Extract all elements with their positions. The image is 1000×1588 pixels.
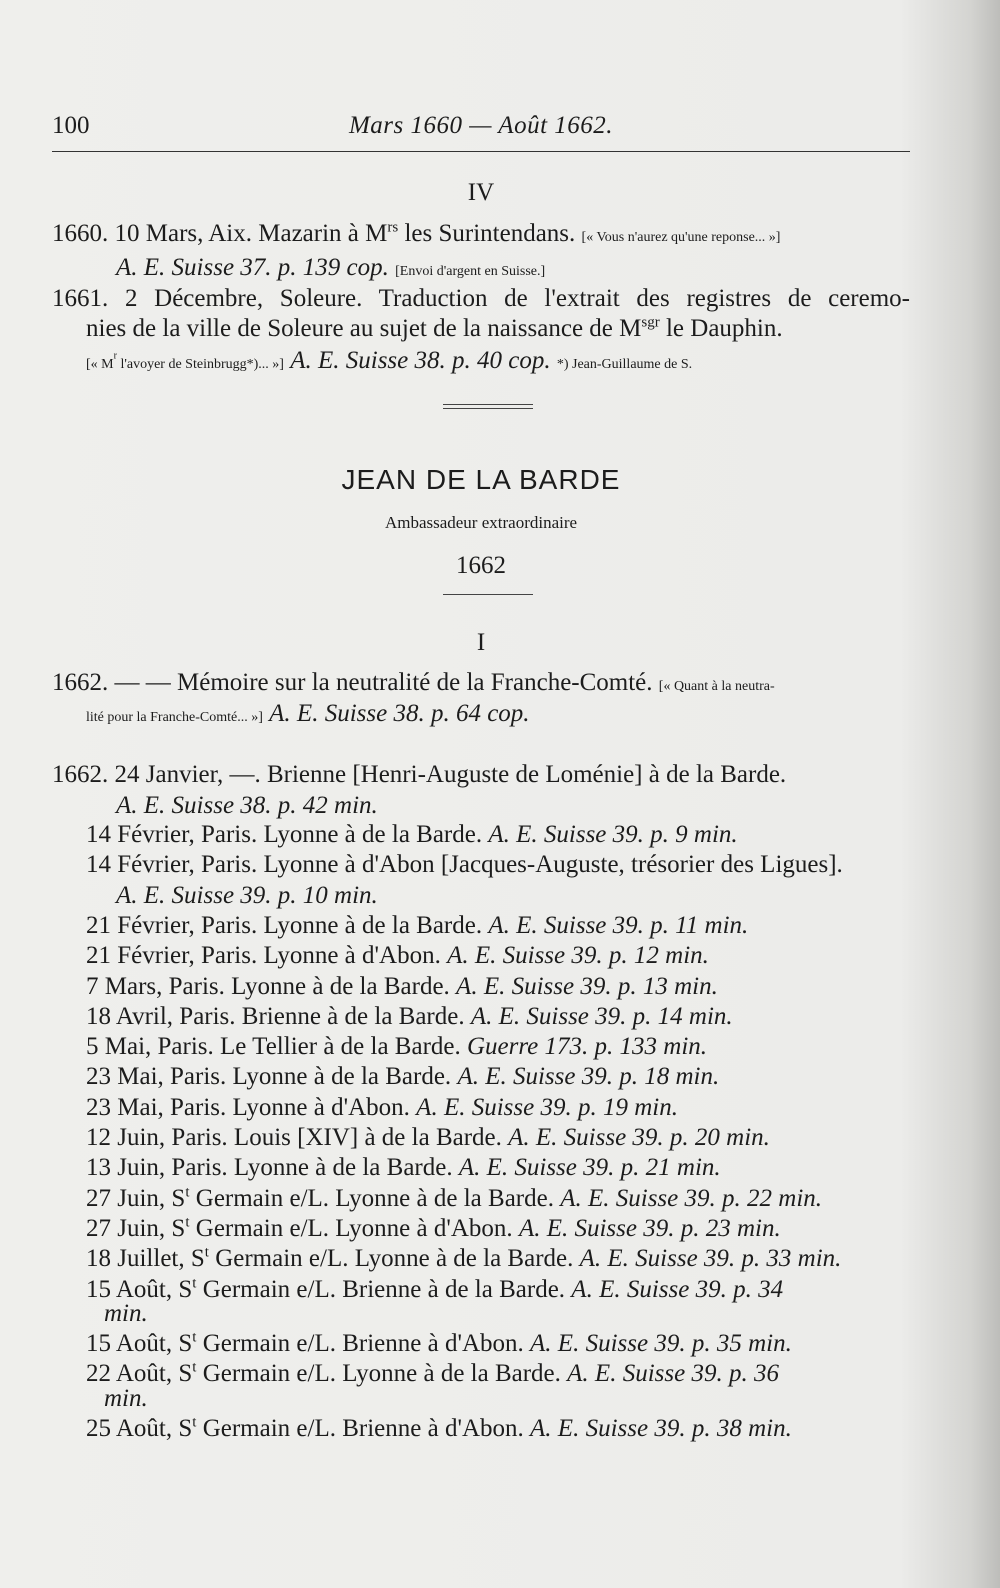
source-citation: A. E. Suisse 37. p. 139 cop. bbox=[116, 254, 389, 281]
entry-text: 21 Février, Paris. Lyonne à d'Abon. bbox=[86, 942, 441, 970]
entry-date: 25 Août, S bbox=[86, 1415, 193, 1442]
entry-text: 14 Février, Paris. Lyonne à d'Abon [Jacques-Auguste, trésorier des Ligues]. bbox=[86, 851, 843, 879]
entry-date: 18 Juillet, S bbox=[86, 1245, 205, 1273]
person-role: Ambassadeur extraordinaire bbox=[384, 513, 578, 532]
entry-line bbox=[86, 820, 910, 850]
entry-line bbox=[86, 1032, 910, 1062]
section-divider bbox=[443, 404, 533, 409]
entry-text: Germain e/L. Lyonne à de la Barde. bbox=[196, 1360, 561, 1388]
saint-abbrev: t bbox=[192, 1329, 197, 1346]
source-citation: A. E. Suisse 39. p. 38 min. bbox=[530, 1415, 792, 1442]
source-citation: A. E. Suisse 39. p. 22 min. bbox=[560, 1184, 823, 1212]
entry-line bbox=[86, 1123, 910, 1153]
entry-1660-line2 bbox=[116, 253, 910, 287]
saint-abbrev: t bbox=[185, 1184, 190, 1201]
source-citation: A. E. Suisse 39. p. 20 min. bbox=[508, 1124, 770, 1151]
source-citation: A. E. Suisse 39. p. 34 bbox=[571, 1275, 784, 1303]
entry-text: 21 Février, Paris. Lyonne à de la Barde. bbox=[86, 911, 483, 939]
year-heading: 1662 bbox=[456, 552, 506, 579]
entry-text: 18 Avril, Paris. Brienne à de la Barde. bbox=[86, 1002, 465, 1030]
source-citation: A. E. Suisse 39. p. 9 min. bbox=[488, 821, 738, 848]
entry-text: 23 Mai, Paris. Lyonne à de la Barde. bbox=[86, 1063, 452, 1091]
entry-text: 5 Mai, Paris. Le Tellier à de la Barde. bbox=[86, 1033, 461, 1061]
source-citation: A. E. Suisse 38. p. 42 min. bbox=[116, 792, 378, 819]
entry-text: 14 Février, Paris. Lyonne à de la Barde. bbox=[86, 821, 483, 848]
year-rule bbox=[443, 594, 533, 595]
entry-1662-memoire-line1: 1662. — — Mémoire sur la neutralité de la Franche-Comté. [« Quant à la neutra- bbox=[52, 669, 775, 696]
source-citation: A. E. Suisse 38. p. 64 cop. bbox=[269, 700, 530, 727]
saint-abbrev: t bbox=[204, 1244, 209, 1261]
entry-line bbox=[86, 1153, 910, 1183]
entry-date: 27 Juin, S bbox=[86, 1214, 186, 1242]
entry-line bbox=[86, 850, 910, 880]
source-citation: A. E. Suisse 39. p. 18 min. bbox=[457, 1063, 720, 1091]
entry-text: Germain e/L. Brienne à de la Barde. bbox=[196, 1275, 566, 1303]
entry-1662-janvier-line2 bbox=[116, 791, 910, 821]
entry-line bbox=[86, 1244, 910, 1274]
section-heading-iv: IV bbox=[467, 179, 495, 206]
entry-note: [« Quant à la neutra- bbox=[658, 679, 775, 694]
entry-note: lité pour la Franche-Comté... »] bbox=[86, 710, 263, 725]
entry-1662-memoire-line2 bbox=[86, 699, 910, 733]
entry-line bbox=[86, 972, 910, 1002]
saint-abbrev: t bbox=[192, 1414, 197, 1431]
running-title: Mars 1660 — Août 1662. bbox=[348, 112, 614, 139]
source-citation: A. E. Suisse 39. p. 12 min. bbox=[447, 942, 709, 970]
source-citation: A. E. Suisse 39. p. 21 min. bbox=[458, 1154, 721, 1182]
entry-line bbox=[86, 1093, 910, 1123]
entry-line bbox=[86, 1329, 910, 1359]
entry-text: Germain e/L. Brienne à d'Abon. bbox=[196, 1415, 524, 1442]
source-citation: A. E. Suisse 39. p. 10 min. bbox=[116, 881, 378, 909]
entry-line bbox=[86, 941, 910, 971]
entry-note: [Envoi d'argent en Suisse.] bbox=[395, 264, 546, 279]
entry-1661-line2: nies de la ville de Soleure au sujet de la naissance de $M^{sgr}$ le Dauphin. bbox=[86, 314, 783, 342]
entry-date: 15 Août, S bbox=[86, 1275, 193, 1303]
section-heading-i: I bbox=[476, 629, 486, 656]
saint-abbrev: t bbox=[192, 1275, 197, 1292]
entry-text: 13 Juin, Paris. Lyonne à de la Barde. bbox=[86, 1154, 453, 1182]
entry-text: 23 Mai, Paris. Lyonne à d'Abon. bbox=[86, 1093, 410, 1121]
entry-line bbox=[86, 911, 910, 941]
saint-abbrev: t bbox=[192, 1360, 197, 1377]
source-citation: A. E. Suisse 39. p. 14 min. bbox=[470, 1002, 733, 1030]
person-name-heading: JEAN DE LA BARDE bbox=[341, 464, 621, 495]
source-citation-wrap: min. bbox=[104, 1384, 148, 1412]
source-citation: A. E. Suisse 39. p. 36 bbox=[567, 1360, 779, 1388]
entry-1661-line1: 1661. 2 Décembre, Soleure. Traduction de l'extrait des registres de ceremo- bbox=[52, 285, 910, 312]
entry-text: Germain e/L. Brienne à d'Abon. bbox=[196, 1330, 524, 1358]
source-citation: A. E. Suisse 39. p. 19 min. bbox=[416, 1093, 678, 1121]
saint-abbrev: t bbox=[185, 1214, 190, 1231]
entry-line bbox=[116, 881, 910, 911]
entry-text: 12 Juin, Paris. Louis [XIV] à de la Barde. bbox=[86, 1124, 502, 1151]
entry-line bbox=[86, 1214, 910, 1244]
header-rule bbox=[52, 151, 910, 152]
entry-text: Germain e/L. Lyonne à d'Abon. bbox=[189, 1214, 513, 1242]
entry-note: [« Vous n'aurez qu'une reponse... »] bbox=[581, 230, 781, 245]
source-citation: A. E. Suisse 39. p. 35 min. bbox=[530, 1330, 792, 1358]
entry-1662-janvier-line1: 1662. 24 Janvier, —. Brienne [Henri-Auguste de Loménie] à de la Barde. bbox=[52, 761, 787, 788]
source-citation: Guerre 173. p. 133 min. bbox=[467, 1033, 708, 1061]
source-citation: A. E. Suisse 39. p. 33 min. bbox=[579, 1245, 842, 1273]
entry-1660-line1: 1660. 10 Mars, Aix. Mazarin à $M^{rs}$ les Surintendans. [« Vous n'aurez qu'une reponse... »] bbox=[52, 219, 781, 247]
entry-line bbox=[86, 1184, 910, 1214]
entry-line bbox=[86, 1062, 910, 1092]
entry-date: 27 Juin, S bbox=[86, 1184, 186, 1212]
entry-line bbox=[86, 1002, 910, 1032]
entry-text: Germain e/L. Lyonne à de la Barde. bbox=[189, 1184, 554, 1212]
source-citation-wrap: min. bbox=[104, 1299, 148, 1327]
source-citation: A. E. Suisse 38. p. 40 cop. bbox=[290, 347, 551, 374]
entry-line bbox=[86, 1414, 910, 1444]
entry-1661-line3: [« $M^r$ l'avoyer de Steinbrugg*)... »] A. E. Suisse 38. p. 40 cop. *) Jean-Guillaume de S. bbox=[86, 347, 693, 374]
source-citation: A. E. Suisse 39. p. 11 min. bbox=[488, 911, 749, 939]
entry-text: Germain e/L. Lyonne à de la Barde. bbox=[208, 1245, 574, 1273]
page-number: 100 bbox=[52, 112, 90, 139]
footnote: *) Jean-Guillaume de S. bbox=[556, 357, 693, 372]
page-header bbox=[52, 112, 910, 148]
entry-date: 15 Août, S bbox=[86, 1330, 193, 1358]
entry-date: 22 Août, S bbox=[86, 1360, 193, 1388]
source-citation: A. E. Suisse 39. p. 23 min. bbox=[518, 1214, 781, 1242]
entry-text: 7 Mars, Paris. Lyonne à de la Barde. bbox=[86, 972, 450, 1000]
source-citation: A. E. Suisse 39. p. 13 min. bbox=[456, 972, 718, 1000]
